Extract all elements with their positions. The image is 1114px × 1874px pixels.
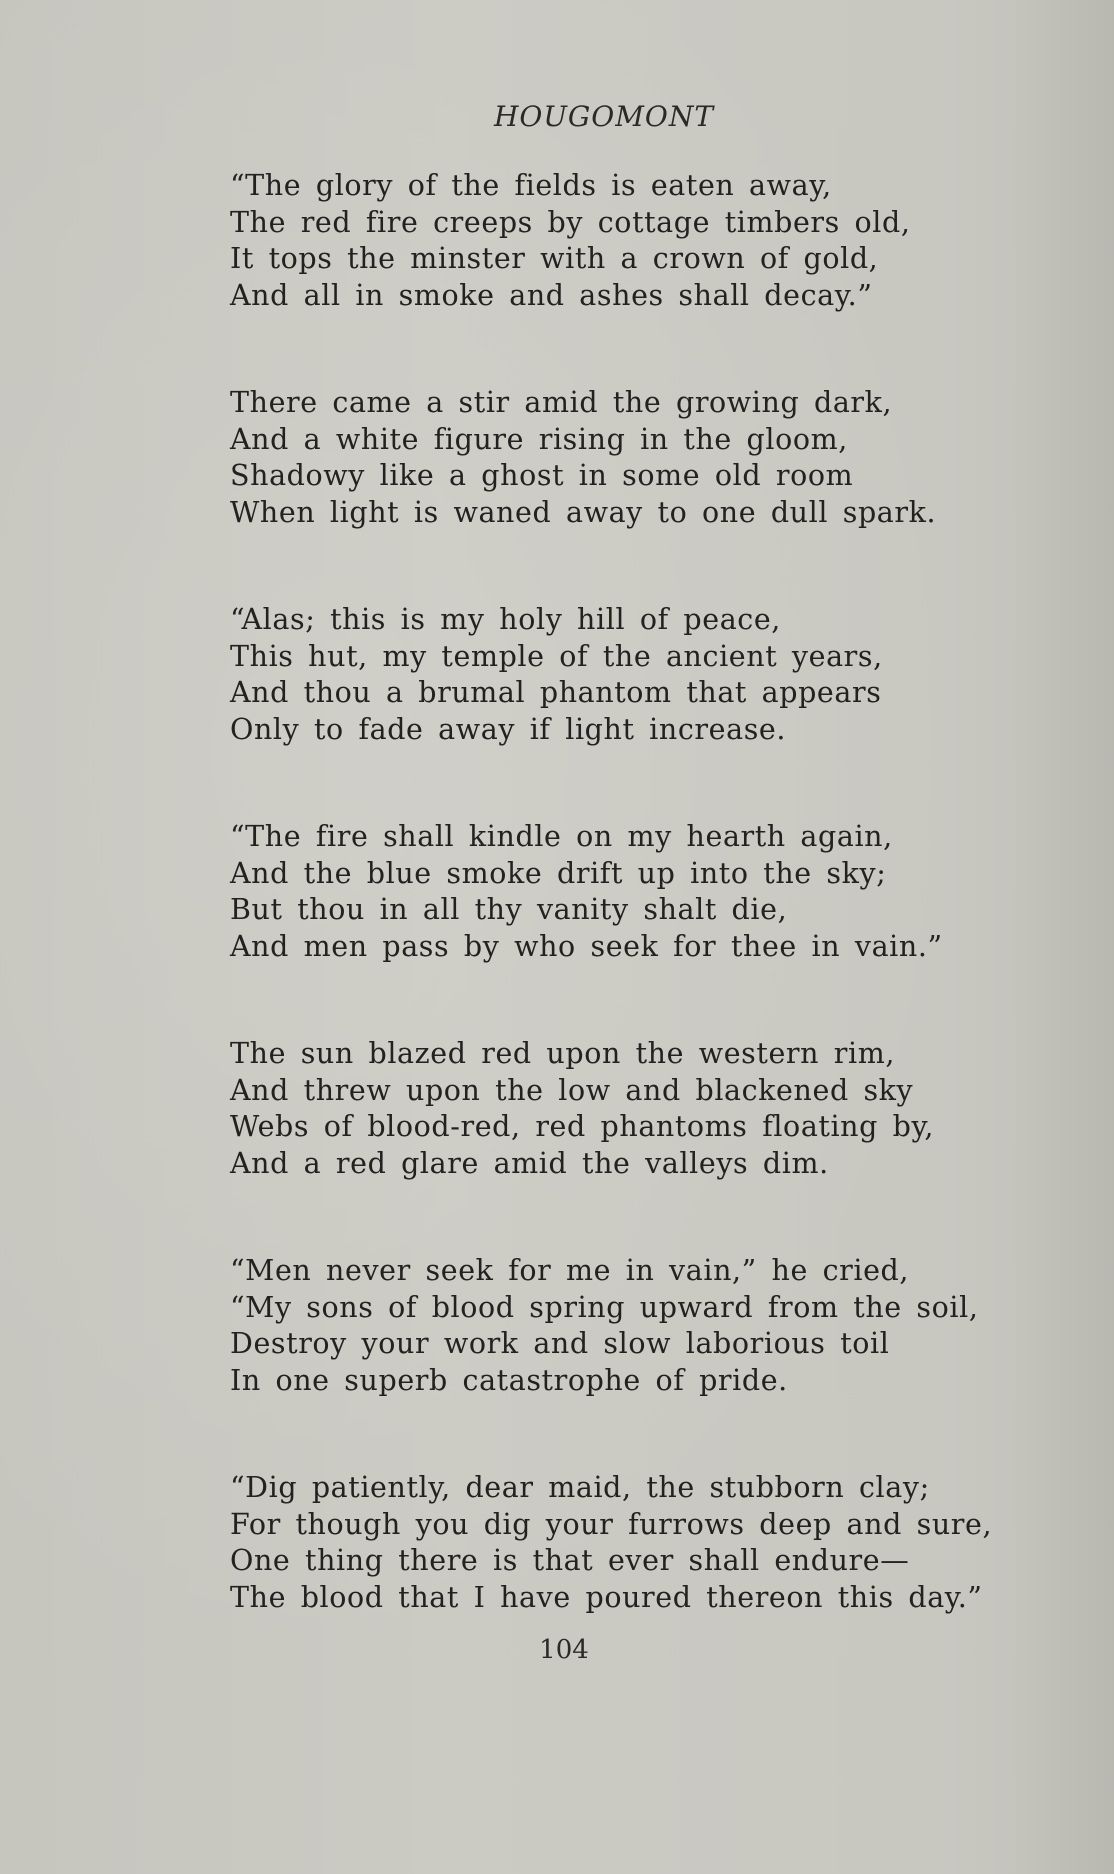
poem-line: Shadowy like a ghost in some old room [230,459,854,492]
poem-line: The sun blazed red upon the western rim, [230,1037,895,1070]
running-head: HOUGOMONT [493,100,715,133]
poem-line: “The fire shall kindle on my hearth again, [230,820,893,853]
poem-line: And threw upon the low and blackened sky [230,1073,914,1107]
poem-body [230,168,1010,1687]
stanza-7 [230,1470,1010,1616]
poem-line: “Dig patiently, dear maid, the stubborn clay; [230,1471,930,1504]
poem-line: The blood that I have poured thereon this day.” [230,1580,983,1614]
stanza-1 [230,168,1010,314]
stanza-3 [230,602,1010,748]
poem-line: When light is waned away to one dull spark. [230,495,937,529]
poem-line: “Men never seek for me in vain,” he cried, [230,1254,910,1287]
poem-line: There came a stir amid the growing dark, [230,386,893,419]
page-number: 104 [539,1635,589,1665]
poem-line: And the blue smoke drift up into the sky; [230,856,887,890]
poem-line: And a white figure rising in the gloom, [230,422,848,456]
poem-line: This hut, my temple of the ancient years, [230,639,883,673]
poem-line: And all in smoke and ashes shall decay.” [230,278,873,312]
poem-line: One thing there is that ever shall endure— [230,1544,910,1577]
poem-line: “The glory of the fields is eaten away, [230,169,832,202]
poem-line: The red fire creeps by cottage timbers old, [230,205,911,239]
poem-line: And thou a brumal phantom that appears [230,676,882,709]
stanza-5 [230,1036,1010,1182]
poem-line: But thou in all thy vanity shalt die, [230,893,788,926]
stanza-6 [230,1253,1010,1399]
poem-line: Webs of blood-red, red phantoms floating by, [230,1110,935,1143]
stanza-2 [230,385,1010,531]
poem-line: “Alas; this is my holy hill of peace, [230,603,781,636]
page-edge-shadow [1004,0,1114,1874]
poem-line: “My sons of blood spring upward from the soil, [230,1290,979,1324]
poem-line: Only to fade away if light increase. [230,712,787,746]
poem-line: In one superb catastrophe of pride. [230,1363,788,1397]
stanza-4 [230,819,1010,965]
poem-line: And a red glare amid the valleys dim. [230,1146,829,1180]
poem-line: For though you dig your furrows deep and sure, [230,1507,993,1541]
poem-line: Destroy your work and slow laborious toil [230,1327,890,1360]
poem-line: It tops the minster with a crown of gold, [230,242,879,275]
poem-line: And men pass by who seek for thee in vain.” [230,929,943,963]
